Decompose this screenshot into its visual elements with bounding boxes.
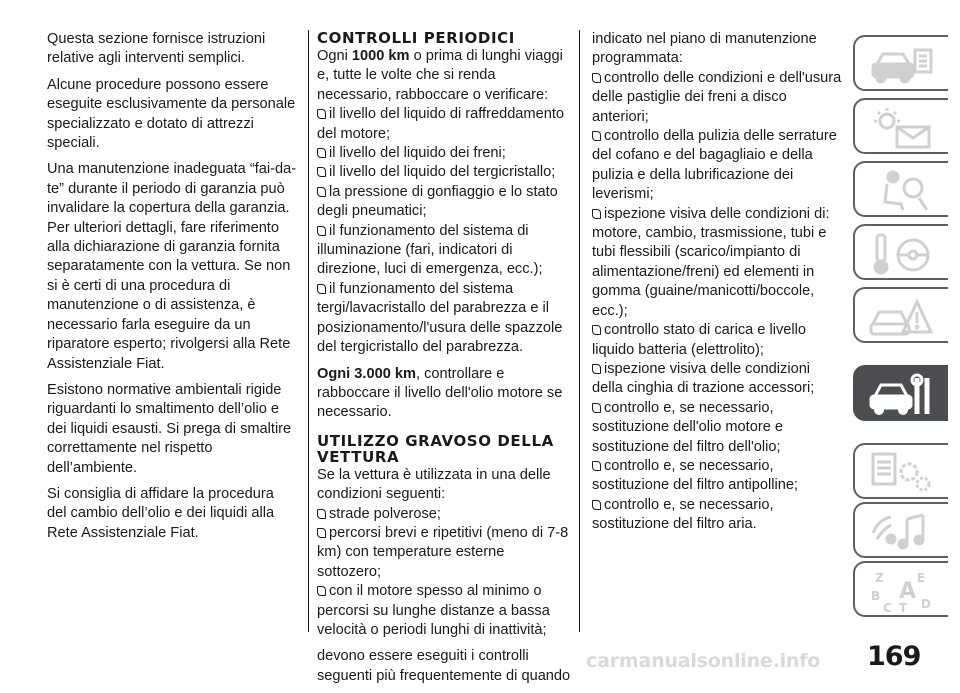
list-item — [592, 205, 842, 321]
paragraph: Se la vettura è utilizzata in una delle condizioni seguenti: — [317, 466, 551, 503]
list-item-text: il livello del liquido di raffreddamento del motore; — [317, 106, 564, 142]
chapter-tab-emergency[interactable] — [853, 287, 948, 343]
bullet-icon — [592, 209, 601, 219]
column-divider — [579, 30, 580, 632]
warning-lights-icon — [867, 105, 937, 151]
list-item-text: il funzionamento del sistema tergi/lavacristallo del parabrezza e il posizionamento/l'usura delle spazzole del tergicristallo del parabrezza. — [317, 280, 563, 356]
list-item-text: la pressione di gonfiaggio e lo stato degli pneumatici; — [317, 183, 558, 220]
column-2 — [317, 30, 572, 693]
bold-text: 1000 km — [351, 48, 410, 64]
list-item — [592, 360, 842, 399]
list-item — [592, 399, 842, 457]
chapter-tab-index[interactable] — [853, 561, 948, 617]
technical-data-gears-icon — [867, 450, 937, 496]
key-steering-wheel-icon — [867, 231, 937, 277]
list-item — [592, 127, 842, 205]
bullet-icon — [317, 167, 326, 177]
bullet-icon — [592, 500, 601, 510]
chapter-tab-warning-lights[interactable] — [853, 98, 948, 154]
bullet-icon — [592, 73, 601, 83]
chapter-tab-multimedia[interactable] — [853, 502, 948, 558]
list-item-text: strade polverose; — [329, 505, 441, 522]
column-1 — [47, 30, 297, 550]
airbag-seat-icon — [867, 168, 937, 214]
paragraph — [317, 365, 572, 423]
section-heading-utilizzo-gravoso: UTILIZZO GRAVOSO DELLA VETTURA — [317, 431, 554, 466]
text: o prima di lunghi viaggi e, tutte le volte che si renda necessario, rabboccare o verificare: — [317, 48, 563, 103]
paragraph: indicato nel piano di manutenzione programmata: — [592, 31, 817, 67]
index-letter: B — [871, 589, 881, 603]
list-item-text: ispezione visiva delle condizioni di: motore, cambio, trasmissione, tubi e tubi flessibili (scarico/impianto di alimentazione/freni) ed elementi in gomma (guaine/manicotti/boccole, ecc.); — [592, 205, 830, 319]
list-item-text: controllo delle condizioni e dell'usura delle pastiglie dei freni a disco anteriori; — [592, 69, 842, 125]
bullet-list — [592, 69, 842, 535]
watermark: carmanualsonline.info — [586, 650, 821, 672]
list-item — [317, 505, 572, 524]
index-letter: C — [883, 601, 892, 614]
chapter-tab-starting-driving[interactable] — [853, 224, 948, 280]
bullet-icon — [592, 325, 601, 335]
paragraph: Una manutenzione inadeguata “fai-da-te” durante il periodo di garanzia può invalidare la copertura della garanzia. Per ulteriori dettagli, fare riferimento alla dichiarazione di garanzia fornita separatamente con la vettura. Se non si è certi di una procedura di manutenzione o di assistenza, è necessario farla eseguire da un riparatore esperto; rivolgersi alla Rete Assistenziale Fiat. — [47, 161, 297, 372]
list-item — [317, 524, 572, 582]
bullet-icon — [317, 109, 326, 119]
list-item — [317, 144, 572, 163]
bullet-icon — [317, 284, 326, 294]
list-item — [317, 280, 572, 358]
list-item-text: il funzionamento del sistema di illuminazione (fari, indicatori di direzione, luci di emergenza, ecc.); — [317, 222, 543, 278]
index-letter: Z — [875, 571, 884, 585]
list-item — [317, 105, 572, 144]
bullet-icon — [317, 509, 326, 519]
list-item-text: controllo e, se necessario, sostituzione dell'olio motore e sostituzione del filtro dell'olio; — [592, 399, 783, 455]
bullet-icon — [592, 131, 601, 141]
bullet-icon — [317, 586, 326, 596]
bullet-icon — [592, 364, 601, 374]
multimedia-icon — [867, 509, 937, 555]
text: Ogni — [317, 48, 348, 64]
list-item-text: controllo stato di carica e livello liquido batteria (elettrolito); — [592, 322, 806, 358]
bullet-list — [317, 105, 572, 357]
chapter-tab-car-info[interactable] — [853, 35, 948, 91]
list-item-text: il livello del liquido dei freni; — [329, 145, 506, 162]
chapter-tab-safety[interactable] — [853, 161, 948, 217]
car-maintenance-icon — [867, 372, 937, 418]
index-letter: D — [921, 597, 931, 611]
paragraph: Esistono normative ambientali rigide riguardanti lo smaltimento dell’olio e dei liquidi esausti. Si prega di smaltire correttamente nel rispetto dell’ambiente. — [47, 381, 292, 476]
chapter-tab-maintenance-active[interactable] — [853, 365, 948, 421]
list-item — [317, 183, 572, 222]
section-heading-controlli-periodici: CONTROLLI PERIODICI — [317, 29, 515, 47]
paragraph: Questa sezione fornisce istruzioni relative agli interventi semplici. — [47, 31, 266, 67]
index-letter: T — [899, 601, 908, 614]
list-item — [317, 163, 572, 182]
list-item — [592, 496, 842, 535]
bullet-icon — [592, 461, 601, 471]
bullet-icon — [317, 187, 326, 197]
paragraph: devono essere eseguiti i controlli seguenti più frequentemente di quando — [317, 648, 571, 684]
bullet-icon — [317, 528, 326, 538]
car-info-icon — [867, 42, 937, 88]
text: , controllare e rabboccare il livello dell'olio motore se necessario. — [317, 365, 563, 421]
column-3 — [592, 30, 842, 535]
bullet-icon — [317, 148, 326, 158]
bullet-icon — [317, 226, 326, 236]
list-item-text: ispezione visiva delle condizioni della cinghia di trazione accessori; — [592, 360, 815, 397]
bold-text: Ogni 3.000 km — [317, 365, 416, 382]
emergency-triangle-icon — [867, 294, 937, 340]
chapter-tab-technical-data[interactable] — [853, 443, 948, 499]
paragraph: Alcune procedure possono essere eseguite esclusivamente da personale specializzato e dotato di attrezzi speciali. — [47, 76, 296, 152]
list-item — [317, 222, 572, 280]
list-item-text: il livello del liquido del tergicristallo; — [329, 164, 556, 181]
list-item-text: con il motore spesso al minimo o percorsi su lunghe distanze a bassa velocità o periodi lunghi di inattività; — [317, 583, 550, 638]
list-item-text: controllo e, se necessario, sostituzione del filtro aria. — [592, 496, 774, 533]
index-letters-icon — [867, 568, 937, 614]
paragraph: Si consiglia di affidare la procedura del cambio dell’olio e dei liquidi alla Rete Assistenziale Fiat. — [47, 485, 275, 541]
list-item-text: controllo della pulizia delle serrature del cofano e del bagagliaio e della pulizia e della lubrificazione dei leverismi; — [592, 128, 837, 203]
bullet-icon — [592, 403, 601, 413]
page-number: 169 — [867, 641, 921, 672]
list-item-text: percorsi brevi e ripetitivi (meno di 7-8 km) con temperature esterne sottozero; — [317, 524, 569, 580]
bullet-list — [317, 505, 572, 641]
index-letter: A — [899, 579, 917, 604]
column-divider — [308, 30, 309, 632]
list-item-text: controllo e, se necessario, sostituzione del filtro antipolline; — [592, 457, 799, 494]
list-item — [317, 582, 572, 640]
paragraph — [317, 47, 572, 105]
list-item — [592, 321, 842, 360]
list-item — [592, 457, 842, 496]
list-item — [592, 69, 842, 127]
index-letter: E — [917, 571, 926, 585]
